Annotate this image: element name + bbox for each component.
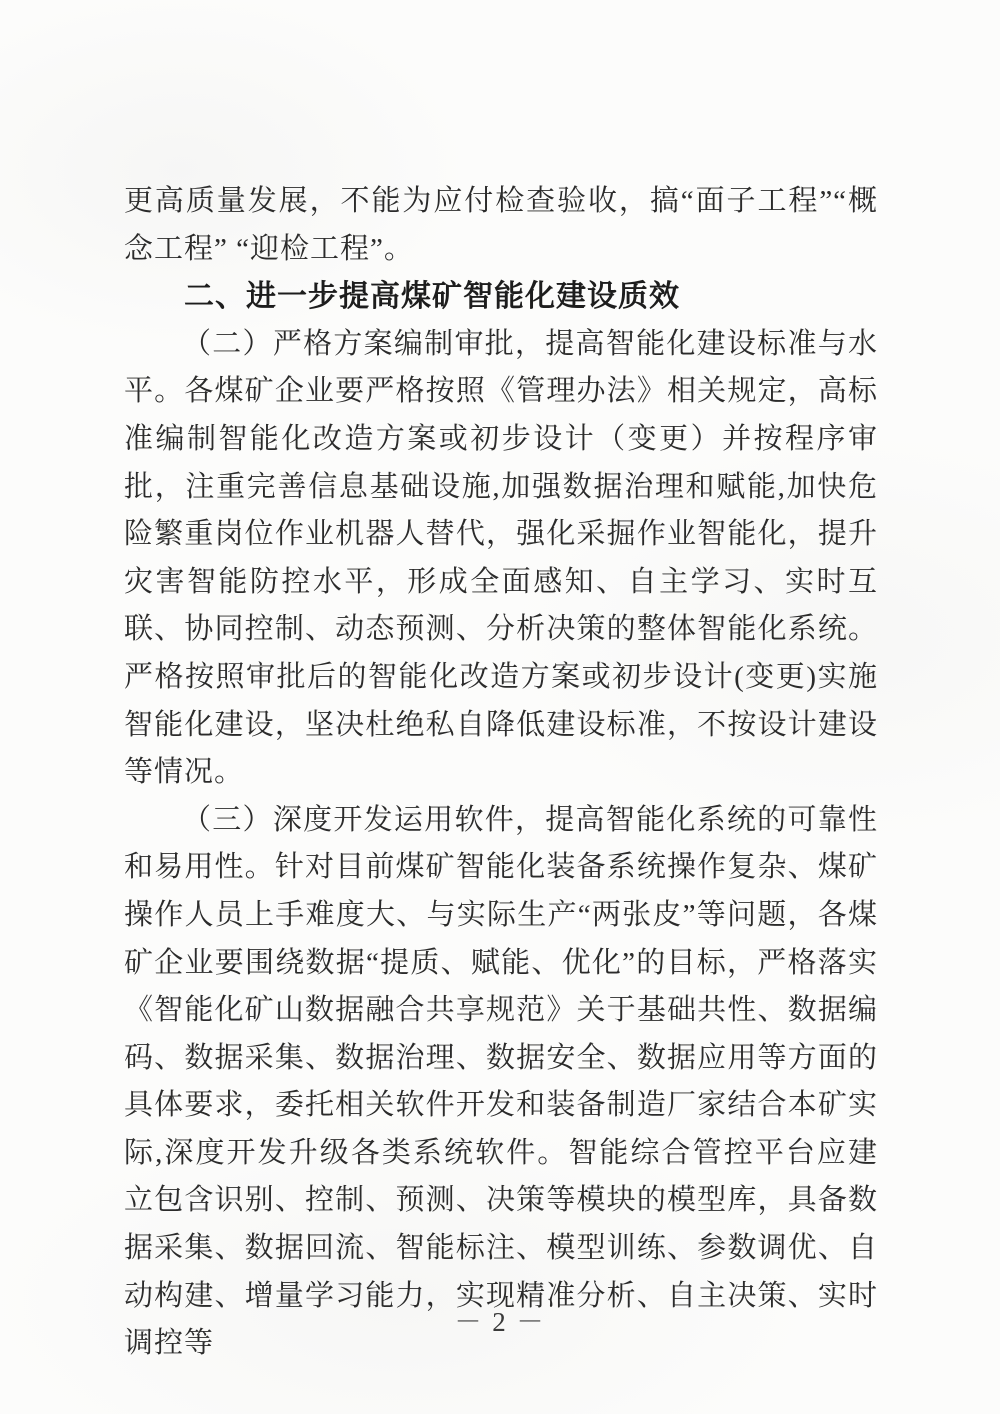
paragraph-continuation: 更高质量发展，不能为应付检查验收，搞“面子工程”“概念工程” “迎检工程”。 — [124, 185, 878, 265]
paragraph-item-two: （二）严格方案编制审批，提高智能化建设标准与水平。各煤矿企业要严格按照《管理办法》相关规定，高标准编制智能化改造方案或初步设计（变更）并按程序审批，注重完善信息基础设施,加强数据治理和赋能,加快危险繁重岗位作业机器人替代，强化采掘作业智能化，提升灾害智能防控水平，形成全面感知、自主学习、实时互联、协同控制、动态预测、分析决策的整体智能化系统。严格按照审批后的智能化改造方案或初步设计(变更)实施智能化建设，坚决杜绝私自降低建设标准，不按设计建设等情况。 — [124, 327, 878, 789]
paragraph-item-three: （三）深度开发运用软件，提高智能化系统的可靠性和易用性。针对目前煤矿智能化装备系统操作复杂、煤矿操作人员上手难度大、与实际生产“两张皮”等问题，各煤矿企业要围绕数据“提质、赋能、优化”的目标，严格落实《智能化矿山数据融合共享规范》关于基础共性、数据编码、数据采集、数据治理、数据安全、数据应用等方面的具体要求，委托相关软件开发和装备制造厂家结合本矿实际,深度开发升级各类系统软件。智能综合管控平台应建立包含识别、控制、预测、决策等模块的模型库，具备数据采集、数据回流、智能标注、模型训练、参数调优、自动构建、增量学习能力，实现精准分析、自主决策、实时调控等 — [124, 803, 878, 1360]
page-footer — [0, 1300, 1000, 1339]
page-body — [124, 178, 878, 1368]
section-heading: 二、进一步提高煤矿智能化建设质效 — [184, 280, 680, 314]
page-number: － 2 － — [454, 1307, 546, 1337]
